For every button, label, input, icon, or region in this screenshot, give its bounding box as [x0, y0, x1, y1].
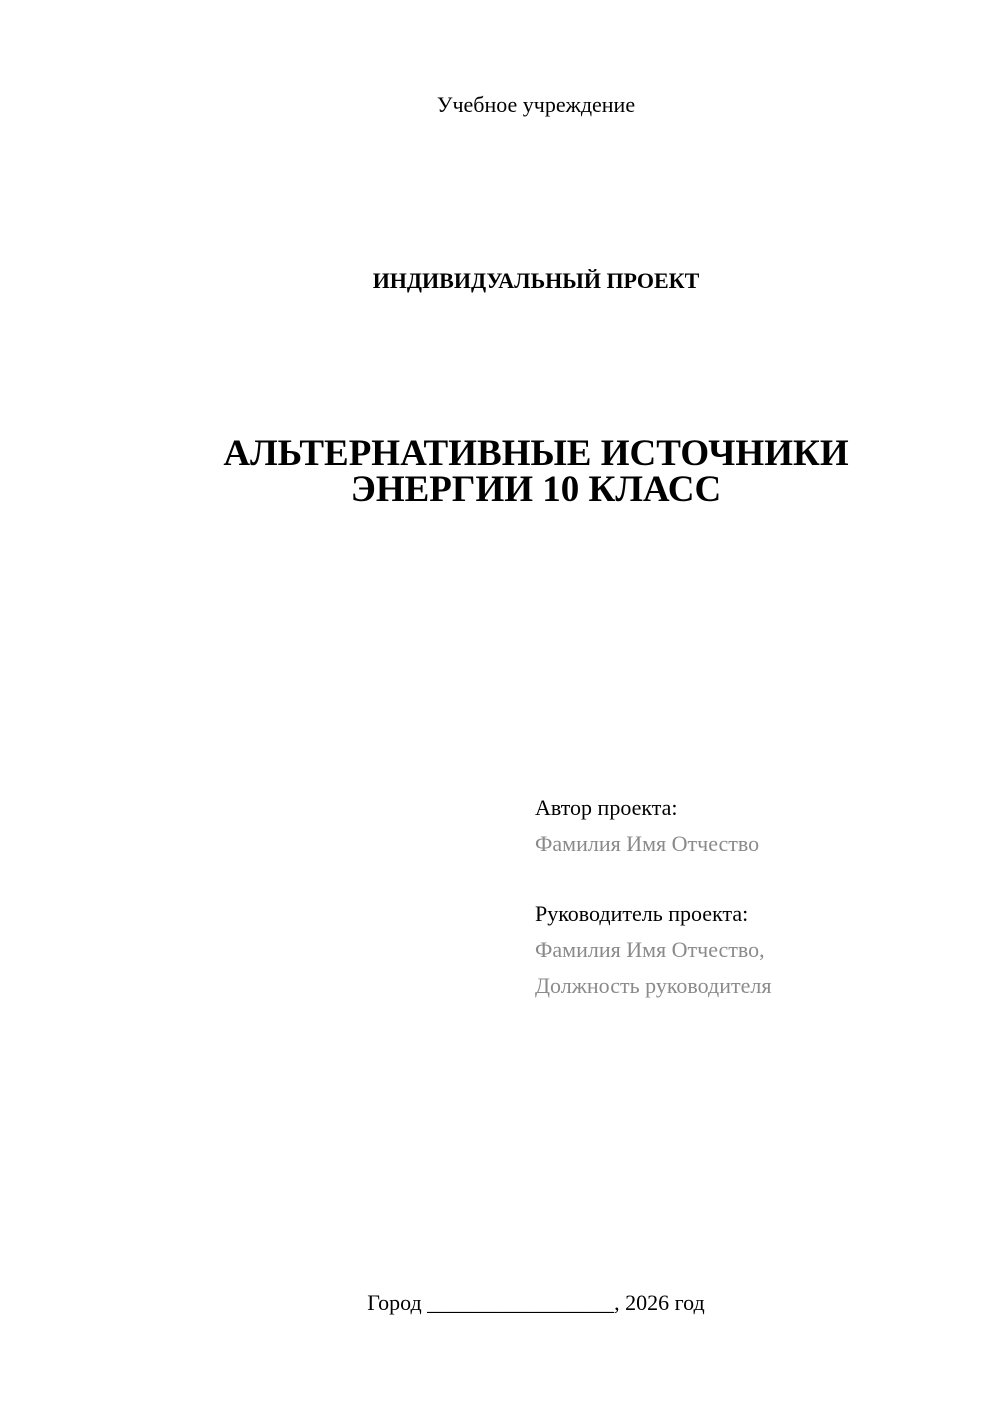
year-text: , 2026 год	[614, 1290, 705, 1315]
author-name: Фамилия Имя Отчество	[535, 831, 760, 856]
city-label: Город	[367, 1290, 422, 1315]
institution-name: Учебное учреждение	[436, 92, 636, 117]
city-blank: _________________	[427, 1290, 615, 1315]
info-spacer	[535, 862, 955, 896]
author-label: Автор проекта:	[535, 795, 678, 820]
document-type: ИНДИВИДУАЛЬНЫЙ ПРОЕКТ	[372, 268, 700, 293]
project-title-line-1: АЛЬТЕРНАТИВНЫЕ ИСТОЧНИКИ	[223, 433, 849, 474]
project-info	[535, 790, 955, 1004]
supervisor-position: Должность руководителя	[535, 973, 772, 998]
project-title-line-2: ЭНЕРГИИ 10 КЛАСС	[350, 469, 722, 510]
footer-city-year	[0, 1290, 1000, 1316]
supervisor-label: Руководитель проекта:	[535, 901, 749, 926]
project-title	[0, 433, 1000, 510]
supervisor-name: Фамилия Имя Отчество,	[535, 937, 765, 962]
